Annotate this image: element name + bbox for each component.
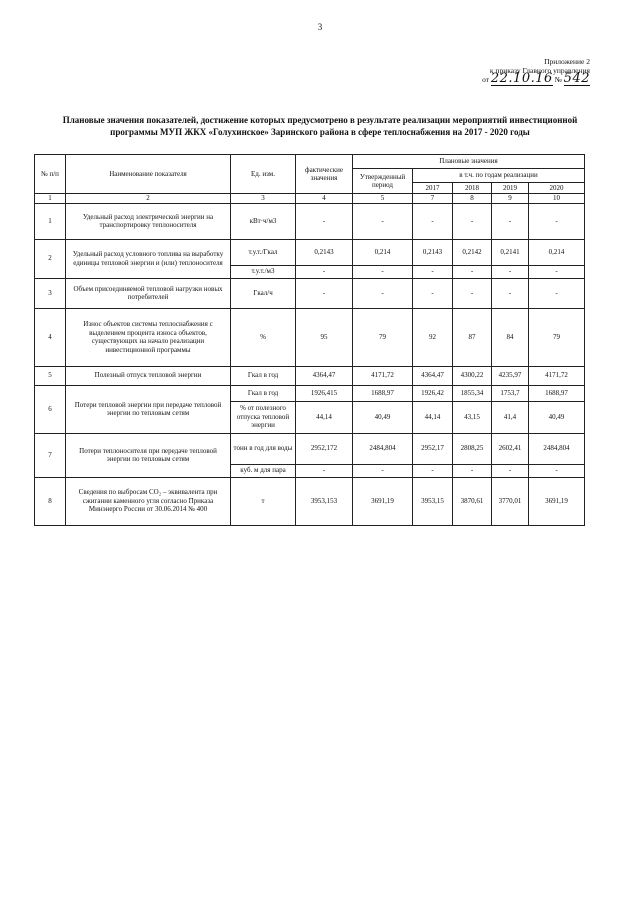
header-name: Наименование показателя — [66, 155, 231, 194]
cell-2017: 0,2143 — [413, 239, 453, 265]
cell-name: Потери тепловой энергии при передаче тепловой энергии по тепловым сетям — [66, 385, 231, 433]
cell-approved: 0,214 — [353, 239, 413, 265]
appendix-date-line — [430, 71, 590, 86]
col-number: 8 — [453, 194, 492, 204]
cell-2020: 0,214 — [529, 239, 585, 265]
cell-2018: 4300,22 — [453, 366, 492, 385]
header-approved: Утвержденный период — [353, 169, 413, 194]
table-row — [35, 477, 585, 525]
col-number: 1 — [35, 194, 66, 204]
cell-name: Удельный расход условного топлива на выработку единицы тепловой энергии и (или) теплоносителя — [66, 239, 231, 278]
cell-num: 3 — [35, 278, 66, 308]
cell-approved: - — [353, 278, 413, 308]
col-number: 5 — [353, 194, 413, 204]
handwritten-number: 542 — [563, 71, 590, 86]
cell-2019: - — [492, 464, 529, 477]
cell-unit: Гкал в год — [231, 385, 296, 401]
cell-2017: - — [413, 464, 453, 477]
cell-2019: 2602,41 — [492, 433, 529, 464]
table-row — [35, 239, 585, 265]
appendix-line1: Приложение 2 — [544, 57, 590, 66]
cell-approved: 40,49 — [353, 401, 413, 433]
cell-2020: 1688,97 — [529, 385, 585, 401]
cell-num: 5 — [35, 366, 66, 385]
cell-unit: куб. м для пара — [231, 464, 296, 477]
cell-2020: 2484,804 — [529, 433, 585, 464]
cell-unit: кВт·ч/м3 — [231, 203, 296, 239]
cell-2018: 1855,34 — [453, 385, 492, 401]
col-number: 3 — [231, 194, 296, 204]
cell-unit: тонн в год для воды — [231, 433, 296, 464]
cell-2020: - — [529, 464, 585, 477]
cell-name: Удельный расход электрической энергии на транспортировку теплоносителя — [66, 203, 231, 239]
table-row — [35, 433, 585, 464]
indicators-table — [34, 154, 585, 526]
cell-2018: - — [453, 278, 492, 308]
cell-unit: т — [231, 477, 296, 525]
cell-2020: - — [529, 203, 585, 239]
cell-2017: - — [413, 278, 453, 308]
cell-approved: - — [353, 265, 413, 278]
cell-actual: - — [296, 278, 353, 308]
table-row — [35, 308, 585, 366]
cell-2019: 3770,01 — [492, 477, 529, 525]
cell-2017: - — [413, 203, 453, 239]
header-by-years: в т.ч. по годам реализации — [413, 169, 585, 183]
cell-2017: 3953,15 — [413, 477, 453, 525]
header-year-2019: 2019 — [492, 183, 529, 194]
cell-2018: 43,15 — [453, 401, 492, 433]
cell-unit: % от полезного отпуска тепловой энергии — [231, 401, 296, 433]
cell-unit: Гкал/ч — [231, 278, 296, 308]
cell-num: 1 — [35, 203, 66, 239]
cell-2020: - — [529, 278, 585, 308]
cell-unit: Гкал в год — [231, 366, 296, 385]
cell-2018: - — [453, 464, 492, 477]
col-number: 9 — [492, 194, 529, 204]
from-label: от — [482, 75, 489, 84]
cell-2018: 2808,25 — [453, 433, 492, 464]
cell-2018: 0,2142 — [453, 239, 492, 265]
cell-2017: 92 — [413, 308, 453, 366]
cell-2020: 79 — [529, 308, 585, 366]
cell-unit: т.у.т./Гкал — [231, 239, 296, 265]
cell-actual: 0,2143 — [296, 239, 353, 265]
cell-2019: - — [492, 203, 529, 239]
cell-2019: 0,2141 — [492, 239, 529, 265]
col-number: 7 — [413, 194, 453, 204]
appendix-header — [430, 58, 590, 86]
appendix-line2: к приказу Главного управления — [489, 65, 590, 75]
cell-2017: - — [413, 265, 453, 278]
cell-2019: - — [492, 265, 529, 278]
table-row — [35, 278, 585, 308]
cell-2019: 41,4 — [492, 401, 529, 433]
cell-approved: 79 — [353, 308, 413, 366]
header-unit: Ед. изм. — [231, 155, 296, 194]
cell-approved: 2484,804 — [353, 433, 413, 464]
cell-2019: 4235,97 — [492, 366, 529, 385]
cell-actual: 1926,415 — [296, 385, 353, 401]
cell-2018: - — [453, 265, 492, 278]
cell-2019: 1753,7 — [492, 385, 529, 401]
cell-num: 6 — [35, 385, 66, 433]
cell-2020: 3691,19 — [529, 477, 585, 525]
header-year-2020: 2020 — [529, 183, 585, 194]
table-row — [35, 203, 585, 239]
cell-2017: 44,14 — [413, 401, 453, 433]
table-row — [35, 366, 585, 385]
cell-2018: 3870,61 — [453, 477, 492, 525]
cell-approved: 1688,97 — [353, 385, 413, 401]
page-number: 3 — [317, 22, 323, 32]
cell-name: Объем присоединяемой тепловой нагрузки новых потребителей — [66, 278, 231, 308]
cell-num: 8 — [35, 477, 66, 525]
cell-2018: - — [453, 203, 492, 239]
cell-2017: 1926,42 — [413, 385, 453, 401]
cell-actual: - — [296, 203, 353, 239]
cell-num: 2 — [35, 239, 66, 278]
cell-2018: 87 — [453, 308, 492, 366]
col-number: 4 — [296, 194, 353, 204]
cell-approved: - — [353, 464, 413, 477]
number-label: № — [554, 75, 562, 84]
cell-actual: - — [296, 265, 353, 278]
cell-name: Износ объектов системы теплоснабжения с выделением процента износа объектов, существующих на начало реализации инвестиционной программы — [66, 308, 231, 366]
cell-name: Потери теплоносителя при передаче тепловой энергии по тепловым сетям — [66, 433, 231, 477]
cell-actual: - — [296, 464, 353, 477]
cell-2020: 40,49 — [529, 401, 585, 433]
cell-2017: 2952,17 — [413, 433, 453, 464]
col-number: 10 — [529, 194, 585, 204]
cell-2019: - — [492, 278, 529, 308]
cell-actual: 44,14 — [296, 401, 353, 433]
cell-actual: 95 — [296, 308, 353, 366]
cell-num: 4 — [35, 308, 66, 366]
cell-actual: 3953,153 — [296, 477, 353, 525]
header-year-2017: 2017 — [413, 183, 453, 194]
header-planned: Плановые значения — [353, 155, 585, 169]
cell-approved: 3691,19 — [353, 477, 413, 525]
handwritten-date: 22.10.16 — [490, 71, 553, 86]
cell-num: 7 — [35, 433, 66, 477]
table-row — [35, 385, 585, 401]
cell-unit: % — [231, 308, 296, 366]
col-number: 2 — [66, 194, 231, 204]
cell-approved: 4171,72 — [353, 366, 413, 385]
cell-actual: 4364,47 — [296, 366, 353, 385]
document-title: Плановые значения показателей, достижение которых предусмотрено в результате реализации мероприятий инвестиционной программы МУП ЖКХ «Голухинское» Заринского района в сфере теплоснабжения на 2017 - 2020 годы — [62, 115, 578, 137]
cell-approved: - — [353, 203, 413, 239]
cell-name: Полезный отпуск тепловой энергии — [66, 366, 231, 385]
cell-2020: - — [529, 265, 585, 278]
cell-name: Сведения по выбросам CO₂ – эквивалента при сжигании каменного угля согласно Приказа Минэнерго России от 30.06.2014 № 400 — [66, 477, 231, 525]
header-actual: фактические значения — [296, 155, 353, 194]
cell-actual: 2952,172 — [296, 433, 353, 464]
header-year-2018: 2018 — [453, 183, 492, 194]
header-num: № п/п — [35, 155, 66, 194]
cell-unit: т.у.т./м3 — [231, 265, 296, 278]
cell-2020: 4171,72 — [529, 366, 585, 385]
cell-2019: 84 — [492, 308, 529, 366]
cell-2017: 4364,47 — [413, 366, 453, 385]
